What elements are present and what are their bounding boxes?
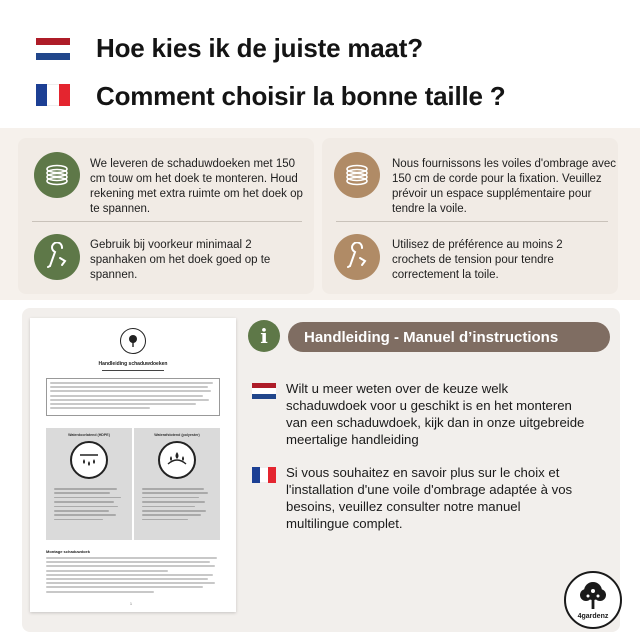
document-title: Handleiding schaduwdoeken bbox=[98, 361, 168, 367]
manual-heading: Handleiding - Manuel d’instructions bbox=[288, 322, 610, 352]
brand-logo bbox=[564, 571, 622, 629]
tips-divider-dutch bbox=[32, 221, 302, 222]
document-panel-polyester-title: Waterafstotend (polyester) bbox=[154, 433, 200, 437]
document-title-rule bbox=[102, 370, 164, 371]
water-permeable-icon bbox=[70, 441, 108, 479]
french-flag-icon bbox=[252, 467, 276, 483]
dutch-flag-icon bbox=[36, 38, 70, 60]
document-section-title: Montage schaduwdoek bbox=[46, 549, 91, 554]
document-body-text bbox=[46, 557, 220, 595]
manual-text-french: Si vous souhaitez en savoir plus sur le choix et l'installation d'une voile d'ombrage adaptée à vos besoins, veuillez consulter notre manuel multilingue complet. bbox=[286, 465, 573, 531]
title-dutch: Hoe kies ik de juiste maat? bbox=[96, 33, 423, 63]
document-intro-box bbox=[46, 378, 220, 416]
document-page-number: 1 bbox=[130, 602, 132, 606]
info-icon: i bbox=[248, 320, 280, 352]
document-logo-icon bbox=[120, 328, 146, 354]
manual-document-preview[interactable] bbox=[30, 318, 236, 612]
tip-rope-text-french: Nous fournissons les voiles d'ombrage avec 150 cm de corde pour la fixation. Veuillez prévoir un espace supplémentaire pour tendre la voile. bbox=[392, 158, 617, 215]
document-panel-polyester bbox=[134, 428, 220, 540]
tree-icon bbox=[566, 575, 620, 615]
tips-divider-french bbox=[336, 221, 608, 222]
tension-hook-icon bbox=[334, 234, 380, 280]
rope-coil-icon bbox=[34, 152, 80, 198]
tip-hook-text-french: Utilisez de préférence au moins 2 crochets de tension pour tendre correctement la toile. bbox=[392, 239, 563, 281]
tip-hook-text-dutch: Gebruik bij voorkeur minimaal 2 spanhaken om het doek goed op te spannen. bbox=[90, 239, 271, 281]
dutch-flag-icon bbox=[252, 383, 276, 399]
tension-hook-icon bbox=[34, 234, 80, 280]
document-panel-hdpe-title: Waterdoorlatend (HDPE) bbox=[68, 433, 110, 437]
tip-rope-text-dutch: We leveren de schaduwdoeken met 150 cm touw om het doek te monteren. Houd rekening met extra ruimte om het doek op te spannen. bbox=[90, 158, 303, 215]
water-repellent-icon bbox=[158, 441, 196, 479]
brand-name: 4gardenz bbox=[577, 613, 609, 620]
title-french: Comment choisir la bonne taille ? bbox=[96, 81, 506, 111]
french-flag-icon bbox=[36, 84, 70, 106]
rope-coil-icon bbox=[334, 152, 380, 198]
manual-text-dutch: Wilt u meer weten over de keuze welk schaduwdoek voor u geschikt is en het monteren van een schaduwdoek, kijk dan in onze uitgebreide meertalige handleiding bbox=[286, 381, 585, 447]
document-panel-hdpe bbox=[46, 428, 132, 540]
